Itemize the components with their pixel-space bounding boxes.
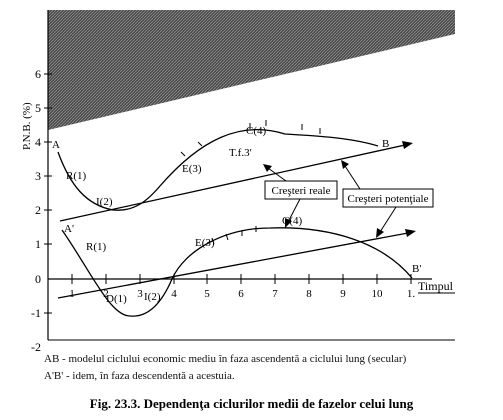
y-tick-label: 4 — [35, 135, 41, 149]
x-tick-label: 9 — [340, 288, 346, 300]
y-tick-label: -1 — [31, 306, 41, 320]
y-tick-label: 6 — [35, 67, 41, 81]
lower-curve-ticks — [212, 226, 256, 244]
x-tick-label: 6 — [238, 288, 244, 300]
real-growth-label: Creşteri reale — [271, 185, 331, 197]
x-tick-label: 8 — [306, 288, 312, 300]
y-axis-label: P.N.B. (%) — [21, 102, 33, 150]
potential-growth-label: Creşteri potenţiale — [347, 193, 429, 205]
label-R1-lower: R(1) — [86, 241, 107, 253]
arrowhead — [405, 229, 416, 237]
arrowhead — [376, 228, 384, 238]
arrowhead — [263, 164, 272, 172]
arrowhead — [341, 160, 349, 169]
label-I2-upper: I(2) — [96, 196, 113, 208]
x-tick-label: 3 — [137, 288, 143, 300]
y-tick-label: -2 — [31, 340, 41, 354]
shaded-region — [48, 10, 455, 130]
legend-line-ab: AB - modelul ciclului economic mediu în faza ascendentă a ciclului lung (secular) — [44, 353, 407, 365]
legend-line-a-prime-b-prime: A'B' - idem, în faza descendentă a acestuia. — [44, 370, 235, 382]
label-A: A — [52, 139, 60, 151]
label-R1-upper: R(1) — [66, 170, 87, 182]
label-tf3: T.f.3' — [229, 147, 252, 159]
x-tick-label: 5 — [204, 288, 210, 300]
y-tick-label: 2 — [35, 203, 41, 217]
label-E3-lower: E(3) — [195, 237, 215, 249]
label-B-prime: B' — [412, 263, 422, 275]
label-B: B — [382, 138, 390, 150]
label-C4-lower: C(4) — [282, 215, 303, 227]
potential-growth-arrow-up — [345, 166, 360, 189]
x-tick-label: 1 — [69, 288, 75, 300]
arrowhead — [402, 141, 413, 149]
figure-caption: Fig. 23.3. Dependenţa ciclurilor medii de fazelor celui lung — [89, 396, 414, 411]
label-E3-upper: E(3) — [182, 163, 202, 175]
y-tick-label: 0 — [35, 272, 41, 286]
potential-growth-arrow-down — [380, 207, 396, 232]
label-C4-upper: C(4) — [246, 125, 267, 137]
lower-trend-line — [58, 233, 408, 298]
x-tick-label: 2 — [103, 288, 109, 300]
label-I2-lower: I(2) — [144, 291, 161, 303]
x-tick-label: 7 — [272, 288, 278, 300]
y-tick-label: 5 — [35, 101, 41, 115]
label-D1: D(1) — [106, 293, 127, 305]
y-tick-label: 1 — [35, 237, 41, 251]
y-tick-label: 3 — [35, 169, 41, 183]
x-tick-label: 1. — [406, 288, 416, 300]
x-axis-label: Timpul — [418, 279, 453, 293]
x-tick-label: 10 — [371, 288, 383, 300]
label-A-prime: A' — [64, 223, 74, 235]
x-tick-label: 4 — [171, 288, 177, 300]
